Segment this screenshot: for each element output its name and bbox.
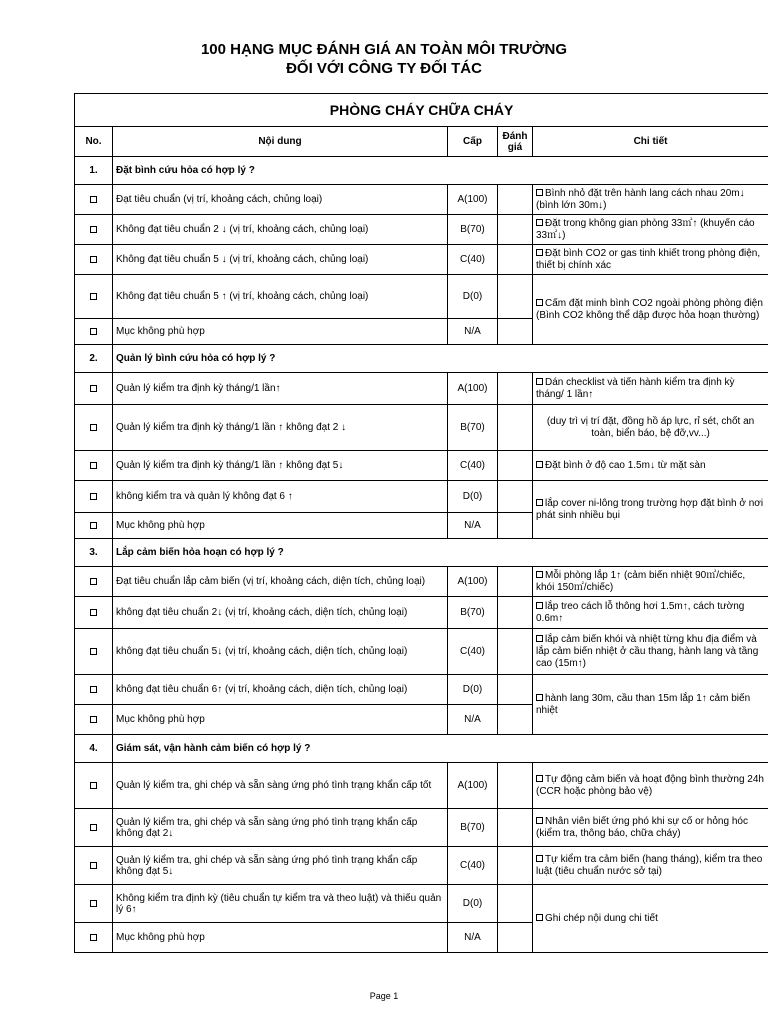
- item-bullet-cell: [75, 885, 113, 923]
- item-bullet-cell: [75, 481, 113, 513]
- item-row: [75, 567, 768, 597]
- header-row: [75, 127, 768, 157]
- item-level: N/A: [448, 923, 498, 953]
- section-title: PHÒNG CHÁY CHỮA CHÁY: [75, 94, 768, 127]
- item-content: Không đạt tiêu chuẩn 5 ↑ (vị trí, khoảng cách, chủng loại): [113, 275, 448, 319]
- item-bullet-cell: [75, 923, 113, 953]
- group-row: [75, 539, 768, 567]
- detail-cell: [533, 405, 768, 451]
- item-evaluation-cell[interactable]: [498, 923, 533, 953]
- checkbox-bullet-icon: [90, 226, 97, 233]
- item-bullet-cell: [75, 847, 113, 885]
- document-title-line-1: 100 HẠNG MỤC ĐÁNH GIÁ AN TOÀN MÔI TRƯỜNG: [200, 41, 568, 58]
- item-evaluation-cell[interactable]: [498, 319, 533, 345]
- item-content: Không đạt tiêu chuẩn 5 ↓ (vị trí, khoảng cách, chủng loại): [113, 245, 448, 275]
- detail-bullet-icon: [536, 817, 543, 824]
- checkbox-bullet-icon: [90, 424, 97, 431]
- detail-bullet-icon: [536, 914, 543, 921]
- item-row: [75, 675, 768, 705]
- detail-bullet-icon: [536, 249, 543, 256]
- item-level: B(70): [448, 215, 498, 245]
- item-level: A(100): [448, 763, 498, 809]
- checkbox-bullet-icon: [90, 900, 97, 907]
- item-evaluation-cell[interactable]: [498, 185, 533, 215]
- item-level: C(40): [448, 847, 498, 885]
- item-level: C(40): [448, 451, 498, 481]
- item-content: Mục không phù hợp: [113, 705, 448, 735]
- item-level: N/A: [448, 513, 498, 539]
- checkbox-bullet-icon: [90, 782, 97, 789]
- detail-bullet-icon: [536, 775, 543, 782]
- group-number: 1.: [75, 157, 113, 185]
- item-level: D(0): [448, 885, 498, 923]
- group-title: Lắp cảm biến hỏa hoạn có hợp lý ?: [113, 539, 768, 567]
- detail-bullet-icon: [536, 635, 543, 642]
- group-number: 4.: [75, 735, 113, 763]
- header-level: Cấp: [448, 127, 498, 157]
- item-bullet-cell: [75, 567, 113, 597]
- checkbox-bullet-icon: [90, 824, 97, 831]
- item-row: [75, 809, 768, 847]
- detail-text: Nhân viên biết ứng phó khi sự cố or hỏng hóc (kiểm tra, thông báo, chữa cháy): [536, 815, 748, 839]
- item-level: N/A: [448, 705, 498, 735]
- item-content: Đạt tiêu chuẩn (vị trí, khoảng cách, chủng loại): [113, 185, 448, 215]
- item-row: [75, 847, 768, 885]
- item-content: không đạt tiêu chuẩn 6↑ (vị trí, khoảng cách, diện tích, chủng loại): [113, 675, 448, 705]
- group-row: [75, 157, 768, 185]
- item-evaluation-cell[interactable]: [498, 405, 533, 451]
- item-bullet-cell: [75, 245, 113, 275]
- header-detail: Chi tiết: [533, 127, 768, 157]
- item-row: [75, 215, 768, 245]
- item-level: D(0): [448, 275, 498, 319]
- item-bullet-cell: [75, 629, 113, 675]
- item-row: [75, 763, 768, 809]
- item-content: Mục không phù hợp: [113, 319, 448, 345]
- item-bullet-cell: [75, 215, 113, 245]
- detail-cell: [533, 597, 768, 629]
- item-content: Quản lý kiểm tra định kỳ tháng/1 lần ↑ không đạt 5↓: [113, 451, 448, 481]
- item-level: C(40): [448, 629, 498, 675]
- checkbox-bullet-icon: [90, 716, 97, 723]
- item-evaluation-cell[interactable]: [498, 513, 533, 539]
- item-row: [75, 373, 768, 405]
- header-content: Nội dung: [113, 127, 448, 157]
- item-level: A(100): [448, 185, 498, 215]
- detail-text: lắp cover ni-lông trong trường hợp đặt bình ở nơi phát sinh nhiều bụi: [536, 497, 764, 521]
- checkbox-bullet-icon: [90, 493, 97, 500]
- item-content: không kiểm tra và quản lý không đạt 6 ↑: [113, 481, 448, 513]
- document-title-line-2: ĐỐI VỚI CÔNG TY ĐỐI TÁC: [286, 60, 482, 77]
- item-bullet-cell: [75, 185, 113, 215]
- item-content: Không đạt tiêu chuẩn 2 ↓ (vị trí, khoảng cách, chủng loại): [113, 215, 448, 245]
- item-bullet-cell: [75, 275, 113, 319]
- item-level: D(0): [448, 481, 498, 513]
- detail-bullet-icon: [536, 571, 543, 578]
- item-evaluation-cell[interactable]: [498, 597, 533, 629]
- item-content: không đạt tiêu chuẩn 2↓ (vị trí, khoảng cách, diện tích, chủng loại): [113, 597, 448, 629]
- detail-text: Đặt bình ở độ cao 1.5m↓ từ mặt sàn: [545, 459, 706, 471]
- checkbox-bullet-icon: [90, 256, 97, 263]
- detail-text: Cấm đặt minh bình CO2 ngoài phòng phòng điện (Bình CO2 không thể dập được hỏa hoạn thường): [536, 297, 763, 321]
- detail-cell: [533, 245, 768, 275]
- detail-bullet-icon: [536, 602, 543, 609]
- item-level: B(70): [448, 597, 498, 629]
- checkbox-bullet-icon: [90, 934, 97, 941]
- detail-bullet-icon: [536, 694, 543, 701]
- checkbox-bullet-icon: [90, 578, 97, 585]
- item-evaluation-cell[interactable]: [498, 373, 533, 405]
- item-row: [75, 245, 768, 275]
- item-content: Quản lý kiểm tra, ghi chép và sẵn sàng ứng phó tình trạng khẩn cấp không đạt 5↓: [113, 847, 448, 885]
- item-bullet-cell: [75, 763, 113, 809]
- item-row: [75, 405, 768, 451]
- detail-cell: [533, 215, 768, 245]
- group-title: Đặt bình cứu hỏa có hợp lý ?: [113, 157, 768, 185]
- item-evaluation-cell[interactable]: [498, 847, 533, 885]
- item-level: B(70): [448, 405, 498, 451]
- item-evaluation-cell[interactable]: [498, 809, 533, 847]
- detail-text: (duy trì vị trí đặt, đồng hồ áp lực, rỉ sét, chốt an toàn, biển báo, bệ đỡ,vv...): [546, 415, 755, 439]
- item-evaluation-cell[interactable]: [498, 885, 533, 923]
- item-bullet-cell: [75, 675, 113, 705]
- checkbox-bullet-icon: [90, 462, 97, 469]
- item-row: [75, 481, 768, 513]
- detail-text: Đặt trong không gian phòng 33㎡↑ (khuyến cáo 33㎡↓): [536, 217, 755, 241]
- item-bullet-cell: [75, 319, 113, 345]
- detail-cell: [533, 481, 768, 539]
- item-bullet-cell: [75, 597, 113, 629]
- detail-text: Dán checklist và tiến hành kiểm tra định kỳ tháng/ 1 lần↑: [536, 376, 735, 400]
- page-footer: Page 1: [369, 991, 399, 1001]
- item-evaluation-cell[interactable]: [498, 215, 533, 245]
- assessment-table: [74, 93, 768, 953]
- detail-cell: [533, 629, 768, 675]
- detail-text: Tự động cảm biến và hoạt động bình thường 24h (CCR hoặc phòng bảo vệ): [536, 773, 764, 797]
- item-level: N/A: [448, 319, 498, 345]
- item-row: [75, 451, 768, 481]
- detail-cell: [533, 885, 768, 953]
- detail-text: Tự kiểm tra cảm biến (hang tháng), kiểm tra theo luật (tiêu chuẩn nước sở tại): [536, 853, 763, 877]
- item-content: Không kiểm tra định kỳ (tiêu chuẩn tự kiểm tra và theo luật) và thiếu quản lý 6↑: [113, 885, 448, 923]
- group-title: Giám sát, vận hành cảm biến có hợp lý ?: [113, 735, 768, 763]
- item-evaluation-cell[interactable]: [498, 451, 533, 481]
- item-content: Mục không phù hợp: [113, 923, 448, 953]
- header-eval: Đánh giá: [498, 127, 533, 157]
- detail-cell: [533, 763, 768, 809]
- item-content: Quản lý kiểm tra định kỳ tháng/1 lần↑: [113, 373, 448, 405]
- detail-bullet-icon: [536, 855, 543, 862]
- item-content: Mục không phù hợp: [113, 513, 448, 539]
- detail-bullet-icon: [536, 499, 543, 506]
- item-evaluation-cell[interactable]: [498, 567, 533, 597]
- item-level: C(40): [448, 245, 498, 275]
- group-number: 2.: [75, 345, 113, 373]
- checkbox-bullet-icon: [90, 385, 97, 392]
- detail-text: Ghi chép nội dung chi tiết: [545, 912, 658, 924]
- checkbox-bullet-icon: [90, 293, 97, 300]
- detail-text: Mỗi phòng lắp 1↑ (cảm biến nhiệt 90㎡/chiếc, khói 150㎡/chiếc): [536, 569, 746, 593]
- item-content: Quản lý kiểm tra, ghi chép và sẵn sàng ứng phó tình trạng khẩn cấp không đạt 2↓: [113, 809, 448, 847]
- checkbox-bullet-icon: [90, 328, 97, 335]
- item-bullet-cell: [75, 513, 113, 539]
- detail-cell: [533, 809, 768, 847]
- item-evaluation-cell[interactable]: [498, 481, 533, 513]
- item-content: Quản lý kiểm tra định kỳ tháng/1 lần ↑ không đạt 2 ↓: [113, 405, 448, 451]
- detail-text: lắp cảm biến khói và nhiệt từng khu địa điểm và lắp cảm biến nhiệt ở cầu thang, hành lang và tầng cao (15m↑): [536, 633, 759, 669]
- item-level: B(70): [448, 809, 498, 847]
- checkbox-bullet-icon: [90, 648, 97, 655]
- item-bullet-cell: [75, 451, 113, 481]
- item-evaluation-cell[interactable]: [498, 705, 533, 735]
- item-evaluation-cell[interactable]: [498, 629, 533, 675]
- detail-cell: [533, 373, 768, 405]
- item-evaluation-cell[interactable]: [498, 275, 533, 319]
- checkbox-bullet-icon: [90, 609, 97, 616]
- item-evaluation-cell[interactable]: [498, 763, 533, 809]
- item-content: không đạt tiêu chuẩn 5↓ (vị trí, khoảng cách, diện tích, chủng loại): [113, 629, 448, 675]
- group-row: [75, 345, 768, 373]
- group-row: [75, 735, 768, 763]
- detail-cell: [533, 185, 768, 215]
- item-content: Quản lý kiểm tra, ghi chép và sẵn sàng ứng phó tình trạng khẩn cấp tốt: [113, 763, 448, 809]
- detail-text: lắp treo cách lỗ thông hơi 1.5m↑, cách tường 0.6m↑: [536, 600, 745, 624]
- detail-cell: [533, 675, 768, 735]
- detail-text: Đặt bình CO2 or gas tinh khiết trong phòng điện, thiết bị chính xác: [536, 247, 761, 271]
- item-bullet-cell: [75, 373, 113, 405]
- checkbox-bullet-icon: [90, 686, 97, 693]
- item-level: A(100): [448, 373, 498, 405]
- checkbox-bullet-icon: [90, 862, 97, 869]
- item-row: [75, 597, 768, 629]
- item-evaluation-cell[interactable]: [498, 675, 533, 705]
- item-level: A(100): [448, 567, 498, 597]
- item-row: [75, 629, 768, 675]
- detail-text: hành lang 30m, cầu than 15m lắp 1↑ cảm biến nhiệt: [536, 692, 751, 716]
- item-level: D(0): [448, 675, 498, 705]
- item-row: [75, 185, 768, 215]
- detail-cell: [533, 567, 768, 597]
- checkbox-bullet-icon: [90, 522, 97, 529]
- item-bullet-cell: [75, 405, 113, 451]
- detail-cell: [533, 847, 768, 885]
- detail-cell: [533, 275, 768, 345]
- item-content: Đạt tiêu chuẩn lắp cảm biến (vị trí, khoảng cách, diện tích, chủng loại): [113, 567, 448, 597]
- header-no: No.: [75, 127, 113, 157]
- item-bullet-cell: [75, 809, 113, 847]
- group-number: 3.: [75, 539, 113, 567]
- checkbox-bullet-icon: [90, 196, 97, 203]
- detail-bullet-icon: [536, 378, 543, 385]
- item-row: [75, 275, 768, 319]
- detail-bullet-icon: [536, 219, 543, 226]
- item-bullet-cell: [75, 705, 113, 735]
- item-evaluation-cell[interactable]: [498, 245, 533, 275]
- detail-text: Bình nhỏ đặt trên hành lang cách nhau 20m↓ (bình lớn 30m↓): [536, 187, 745, 211]
- detail-bullet-icon: [536, 461, 543, 468]
- detail-bullet-icon: [536, 189, 543, 196]
- group-title: Quản lý bình cứu hỏa có hợp lý ?: [113, 345, 768, 373]
- detail-cell: [533, 451, 768, 481]
- item-row: [75, 885, 768, 923]
- detail-bullet-icon: [536, 299, 543, 306]
